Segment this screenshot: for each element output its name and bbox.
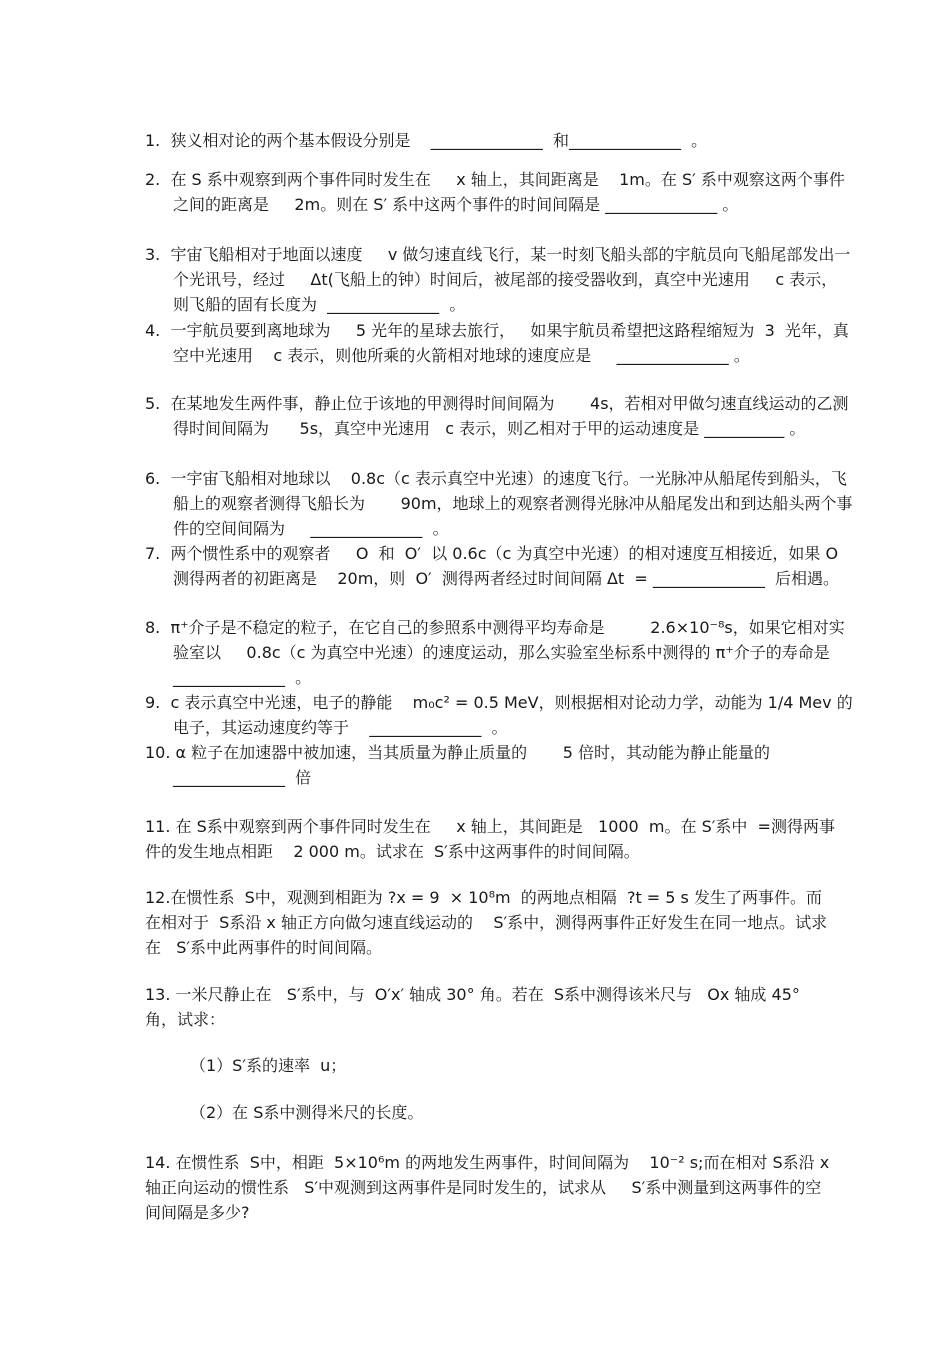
problem-13-part-2: （2）在 S系中测得米尺的长度。 xyxy=(190,1103,424,1122)
question-7: 7. 两个惯性系中的观察者 O 和 O′ 以 0.6c（c 为真空中光速）的相对速度互相接近，如果 O 测得两者的初距离是 20m，则 O′ 测得两者经过时间间隔 Δt = ______________ 后相遇。 xyxy=(145,544,844,588)
problem-11: 11. 在 S系中观察到两个事件同时发生在 x 轴上，其间距是 1000 m。在 S′系中 =测得两事件的发生地点相距 2 000 m。试求在 S′系中这两事件的时间间隔。 xyxy=(145,817,835,861)
problem-13-part-1: （1）S′系的速率 u； xyxy=(190,1056,347,1075)
question-3: 3. 宇宙飞船相对于地面以速度 v 做匀速直线飞行，某一时刻飞船头部的宇航员向飞船尾部发出一个光讯号，经过 Δt(飞船上的钟）时间后，被尾部的接受器收到，真空中光速用 c 表示，则飞船的固有长度为 ______________ 。 xyxy=(145,245,851,314)
problem-12: 12.在惯性系 S中，观测到相距为 ?x = 9 × 10⁸m 的两地点相隔 ?t = 5 s 发生了两事件。而在相对于 S系沿 x 轴正方向做匀速直线运动的 S′系中，测得两事件正好发生在同一地点。试求在 S′系中此两事件的时间间隔。 xyxy=(145,888,828,957)
problem-13: 13. 一米尺静止在 S′系中，与 O′x′ 轴成 30° 角。若在 S系中测得该米尺与 Ox 轴成 45° 角，试求： xyxy=(145,985,805,1029)
question-10: 10. α 粒子在加速器中被加速，当其质量为静止质量的 5 倍时，其动能为静止能量的______________ 倍 xyxy=(145,743,771,787)
question-8: 8. π⁺介子是不稳定的粒子，在它自己的参照系中测得平均寿命是 2.6×10⁻⁸s，如果它相对实验室以 0.8c（c 为真空中光速）的速度运动，那么实验室坐标系中测得的 π⁺介子的寿命是 ______________ 。 xyxy=(145,618,845,687)
question-1: 1. 狭义相对论的两个基本假设分别是 ______________ 和______________ 。 xyxy=(145,131,708,150)
question-9: 9. c 表示真空中光速，电子的静能 m₀c² = 0.5 MeV，则根据相对论动力学，动能为 1/4 Mev 的电子，其运动速度约等于 ______________ 。 xyxy=(145,693,853,737)
question-6: 6. 一宇宙飞船相对地球以 0.8c（c 表示真空中光速）的速度飞行。一光脉冲从船尾传到船头，飞船上的观察者测得飞船长为 90m，地球上的观察者测得光脉冲从船尾发出和到达船头两个事件的空间间隔为 ______________ 。 xyxy=(145,469,853,538)
question-4: 4. 一宇航员要到离地球为 5 光年的星球去旅行， 如果宇航员希望把这路程缩短为 3 光年，真空中光速用 c 表示，则他所乘的火箭相对地球的速度应是 ______________ 。 xyxy=(145,321,849,365)
problem-14: 14. 在惯性系 S中，相距 5×10⁶m 的两地发生两事件，时间间隔为 10⁻² s;而在相对 S系沿 x 轴正向运动的惯性系 S′中观测到这两事件是同时发生的，试求从 S′系中测量到这两事件的空间间隔是多少? xyxy=(145,1153,835,1222)
question-2: 2. 在 S 系中观察到两个事件同时发生在 x 轴上，其间距离是 1m。在 S′ 系中观察这两个事件之间的距离是 2m。则在 S′ 系中这两个事件的时间间隔是 ______________ 。 xyxy=(145,170,845,214)
question-5: 5. 在某地发生两件事，静止位于该地的甲测得时间间隔为 4s，若相对甲做匀速直线运动的乙测得时间间隔为 5s，真空中光速用 c 表示，则乙相对于甲的运动速度是 __________ 。 xyxy=(145,394,849,438)
